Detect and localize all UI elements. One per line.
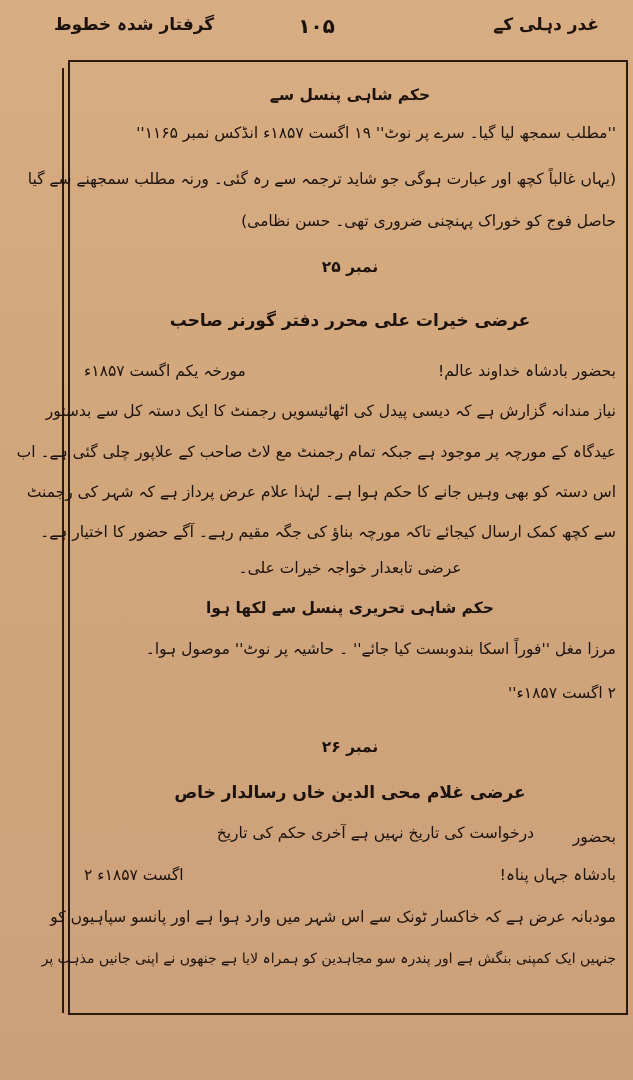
salutation: بادشاہ جہاں پناہ! <box>499 866 616 884</box>
header-title-left: گرفتار شدہ خطوط <box>54 15 215 35</box>
salutation: بحضور بادشاہ خداوند عالم! <box>438 362 616 380</box>
signature-line: عرضی تابعدار خواجہ خیرات علی۔ <box>238 559 462 577</box>
text-line: اس دستہ کو بھی وہیں جانے کا حکم ہوا ہے۔ لہٰذا علام عرض پرداز ہے کہ شہر کی رجمنٹ <box>26 483 616 501</box>
page-number: ۱۰۵ <box>298 14 335 38</box>
text-line: نیاز مندانہ گزارش ہے کہ دیسی پیدل کی اٹھائیسویں رجمنٹ کا ایک دستہ کل سے بدستور <box>45 402 616 420</box>
letter-date: مورخہ یکم اگست ۱۸۵۷ء <box>84 362 246 380</box>
text-line: عیدگاہ کے مورچہ پر موجود ہے جبکہ تمام رجمنٹ مع لاٹ صاحب کے علاپور چلی گئی ہے۔ اب <box>16 443 616 461</box>
text-line: مودبانہ عرض ہے کہ خاکسار ٹونک سے اس شہر میں وارد ہوا ہے اور پانسو سپاہیوں کو <box>50 908 616 926</box>
header-title-right: غدر دہلی کے <box>493 15 599 35</box>
section-number-26: نمبر ۲۶ <box>321 738 379 756</box>
section-number-25: نمبر ۲۵ <box>321 258 379 276</box>
date-note: درخواست کی تاریخ نہیں ہے آخری حکم کی تاریخ <box>216 824 534 842</box>
letter-date: ۲ اگست ۱۸۵۷ء <box>84 866 184 884</box>
salutation-prefix: بحضور <box>572 828 616 846</box>
petition-title: عرضی غلام محی الدین خاں رسالدار خاص <box>174 783 526 803</box>
heading-royal-order-pencil: حکم شاہی پنسل سے <box>269 86 431 104</box>
text-line: مرزا مغل ''فوراً اسکا بندوبست کیا جائے'' ۔ حاشیہ پر نوٹ'' موصول ہوا۔ <box>145 640 616 658</box>
running-header <box>0 14 633 44</box>
text-line-date: ۲ اگست ۱۸۵۷ء'' <box>507 684 616 702</box>
text-line: جنہیں ایک کمپنی بنگش ہے اور پندرہ سو مجاہدین کو ہمراہ لایا ہے جنھوں نے اپنی جانیں مذہب پر <box>41 951 616 967</box>
text-line: حاصل فوج کو خوراک پہنچنی ضروری تھی۔ حسن نظامی) <box>241 212 616 230</box>
text-line: سے کچھ کمک ارسال کیجائے تاکہ مورچہ بناؤ کی جگہ مقیم رہے۔ آگے حضور کا اختیار ہے۔ <box>40 523 616 541</box>
petition-title: عرضی خیرات علی محرر دفتر گورنر صاحب <box>169 311 531 331</box>
text-line: ''مطلب سمجھ لیا گیا۔ سرے پر نوٹ'' ۱۹ اگست ۱۸۵۷ء انڈکس نمبر ۱۱۶۵'' <box>136 124 616 142</box>
heading-royal-written-order: حکم شاہی تحریری پنسل سے لکھا ہوا <box>206 599 494 617</box>
text-line: (یہاں غالباً کچھ اور عبارت ہوگی جو شاید ترجمہ سے رہ گئی۔ ورنہ مطلب سمجھنے سے گیا <box>27 170 616 188</box>
